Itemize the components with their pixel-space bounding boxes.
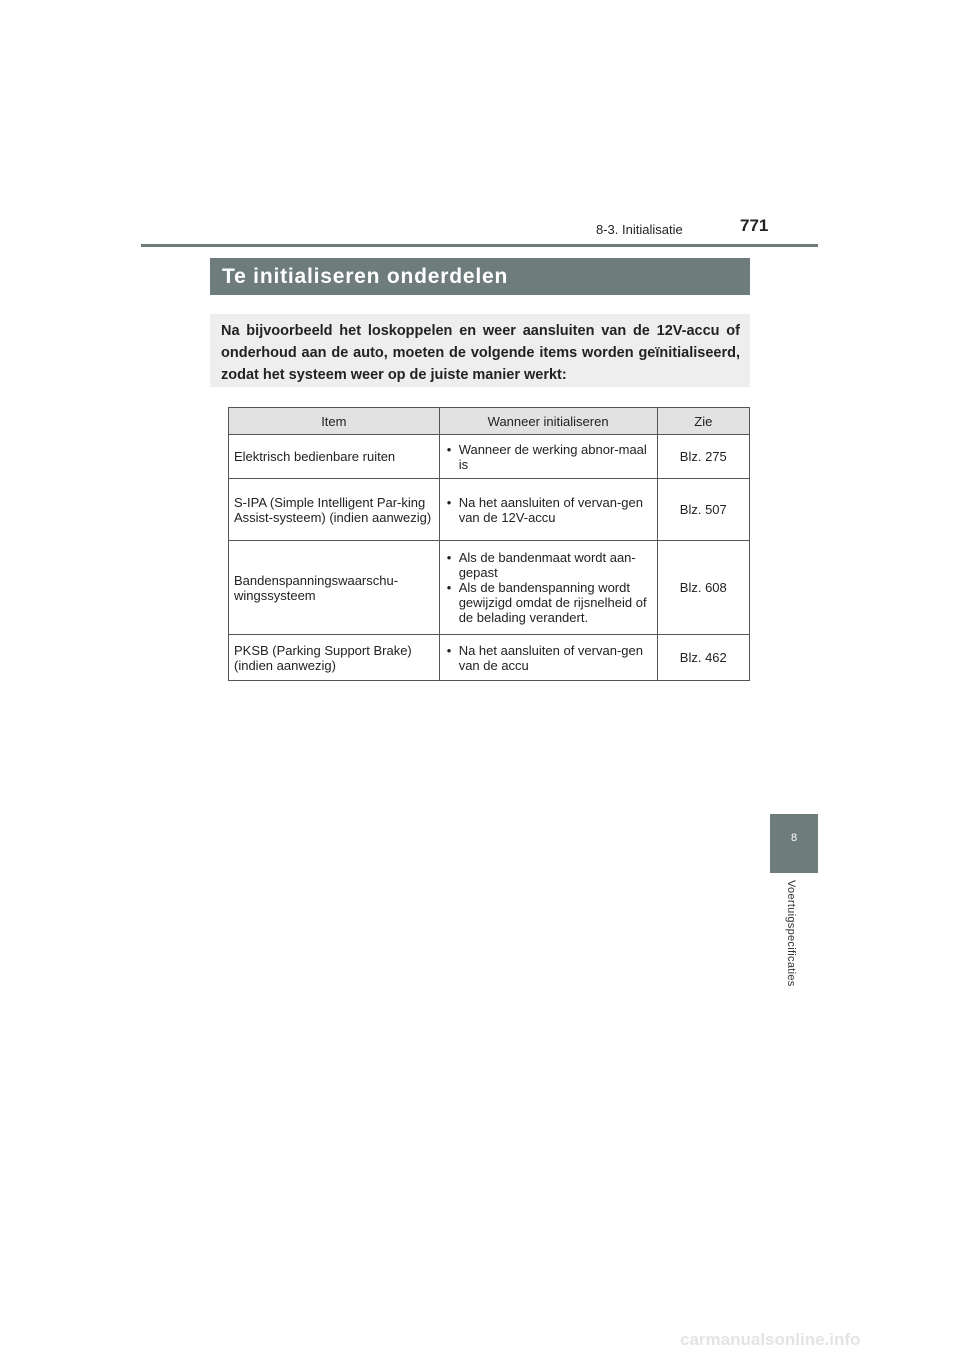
bullet-item: • Na het aansluiten of vervan-gen van de 12V-accu bbox=[445, 495, 652, 525]
table-row bbox=[229, 479, 750, 541]
bullet-item: • Als de bandenspanning wordt gewijzigd omdat de rijsnelheid of de belading verandert. bbox=[445, 580, 652, 625]
initialization-table bbox=[228, 407, 750, 681]
table-row bbox=[229, 541, 750, 635]
row-ref: Blz. 608 bbox=[657, 541, 749, 635]
bullet-item: • Als de bandenmaat wordt aan-gepast bbox=[445, 550, 652, 580]
row-when bbox=[439, 635, 657, 681]
chapter-label: Voertuigspecificaties bbox=[785, 880, 797, 987]
section-title: 8-3. Initialisatie bbox=[596, 222, 683, 237]
bullet-list bbox=[445, 550, 652, 625]
table-row bbox=[229, 435, 750, 479]
row-item: Bandenspanningswaarschu-wingssysteem bbox=[229, 541, 440, 635]
row-ref: Blz. 275 bbox=[657, 435, 749, 479]
bullet-list bbox=[445, 495, 652, 525]
row-item: PKSB (Parking Support Brake) (indien aanwezig) bbox=[229, 635, 440, 681]
column-header-ref: Zie bbox=[657, 408, 749, 435]
bullet-list bbox=[445, 442, 652, 472]
column-header-when: Wanneer initialiseren bbox=[439, 408, 657, 435]
bullet-list bbox=[445, 643, 652, 673]
page-number: 771 bbox=[740, 216, 769, 235]
table-row bbox=[229, 635, 750, 681]
row-ref: Blz. 462 bbox=[657, 635, 749, 681]
row-when bbox=[439, 541, 657, 635]
row-item: Elektrisch bedienbare ruiten bbox=[229, 435, 440, 479]
row-when bbox=[439, 479, 657, 541]
bullet-item: • Na het aansluiten of vervan-gen van de accu bbox=[445, 643, 652, 673]
bullet-item: • Wanneer de werking abnor-maal is bbox=[445, 442, 652, 472]
row-when bbox=[439, 435, 657, 479]
page-title: Te initialiseren onderdelen bbox=[210, 258, 750, 295]
intro-paragraph: Na bijvoorbeeld het loskoppelen en weer aansluiten van de 12V-accu of onderhoud aan de auto, moeten de volgende items worden geïnitialiseerd, zodat het systeem weer op de juiste manier werkt: bbox=[210, 314, 750, 387]
row-item: S-IPA (Simple Intelligent Par-king Assist-systeem) (indien aanwezig) bbox=[229, 479, 440, 541]
row-ref: Blz. 507 bbox=[657, 479, 749, 541]
chapter-tab: 8 bbox=[770, 814, 818, 873]
column-header-item: Item bbox=[229, 408, 440, 435]
table-header-row bbox=[229, 408, 750, 435]
header-divider bbox=[141, 244, 818, 247]
watermark-logo: carmanualsonline.info bbox=[680, 1330, 861, 1349]
